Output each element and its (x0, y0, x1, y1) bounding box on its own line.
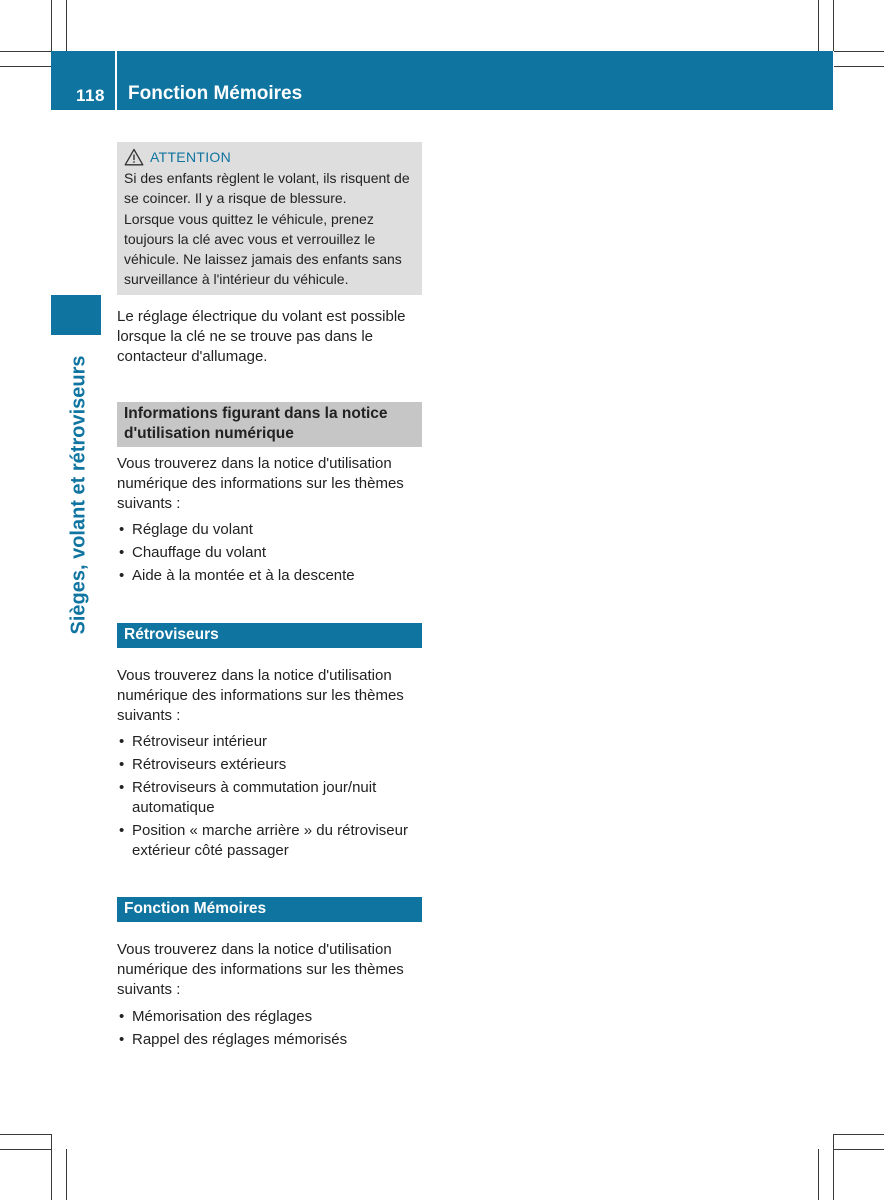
list-item: • Rappel des réglages mémorisés (119, 1031, 348, 1048)
page-title: Fonction Mémoires (128, 83, 303, 104)
list-item: • Réglage du volant (119, 521, 253, 538)
crop-mark (818, 1149, 819, 1200)
header-divider (115, 51, 117, 110)
crop-mark (834, 66, 884, 67)
side-tab-label: Sièges, volant et rétroviseurs (67, 355, 90, 635)
crop-mark (834, 1134, 884, 1135)
section-memory-list (117, 1007, 422, 1053)
crop-mark (0, 51, 51, 52)
section-heading-mirrors: Rétroviseurs (117, 623, 422, 648)
list-item: • Aide à la montée et à la descente (119, 567, 355, 584)
list-item: • Position « marche arrière » du rétroviseur extérieur côté passager (119, 822, 408, 859)
side-tab-marker (51, 295, 101, 335)
warning-title: ATTENTION (150, 149, 231, 165)
crop-mark (833, 0, 834, 51)
list-item: • Chauffage du volant (119, 544, 266, 561)
crop-mark (0, 1149, 51, 1150)
warning-paragraph: Lorsque vous quittez le véhicule, prenez toujours la clé avec vous et verrouillez le véhicule. Ne laissez jamais des enfants sans surveillance à l'intérieur du véhicule. (124, 211, 402, 287)
section-heading-memory: Fonction Mémoires (117, 897, 422, 922)
crop-mark (834, 51, 884, 52)
warning-paragraph: Si des enfants règlent le volant, ils risquent de se coincer. Il y a risque de blessure. (124, 170, 410, 206)
section-memory-text: Vous trouverez dans la notice d'utilisation numérique des informations sur les thèmes suivants : (117, 941, 404, 998)
list-item: • Rétroviseurs extérieurs (119, 756, 287, 773)
warning-box (117, 142, 422, 295)
page-number: 118 (76, 86, 105, 105)
crop-mark (833, 1134, 834, 1200)
warning-triangle-icon (124, 148, 144, 166)
section-heading-info: Informations figurant dans la notice d'utilisation numérique (117, 402, 422, 447)
section-mirrors-text: Vous trouverez dans la notice d'utilisation numérique des informations sur les thèmes suivants : (117, 667, 404, 724)
section-mirrors-list (117, 732, 422, 864)
section-info-text: Vous trouverez dans la notice d'utilisation numérique des informations sur les thèmes suivants : (117, 455, 404, 512)
crop-mark (818, 0, 819, 51)
warning-header (124, 146, 416, 168)
list-item: • Mémorisation des réglages (119, 1008, 313, 1025)
crop-mark (66, 0, 67, 51)
crop-mark (66, 1149, 67, 1200)
section-info-list (117, 520, 422, 589)
intro-text: Le réglage électrique du volant est possible lorsque la clé ne se trouve pas dans le contacteur d'allumage. (117, 308, 406, 365)
crop-mark (834, 1149, 884, 1150)
crop-mark (51, 0, 52, 51)
list-item: • Rétroviseurs à commutation jour/nuit automatique (119, 779, 377, 816)
crop-mark (0, 1134, 51, 1135)
crop-mark (0, 66, 51, 67)
list-item: • Rétroviseur intérieur (119, 733, 268, 750)
crop-mark (51, 1134, 52, 1200)
